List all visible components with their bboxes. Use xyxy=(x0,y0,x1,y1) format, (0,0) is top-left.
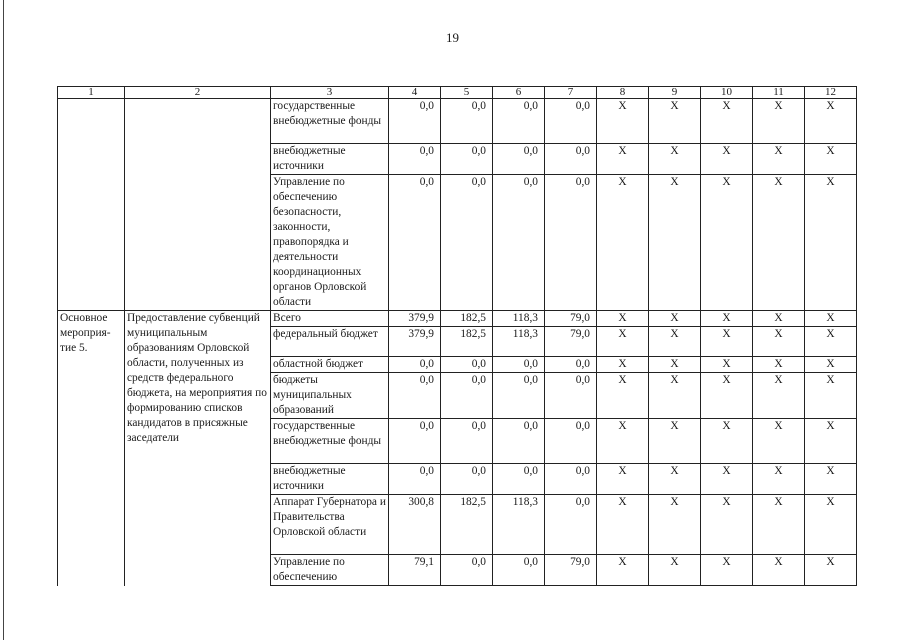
amount-cell: 0,0 xyxy=(493,464,545,495)
funding-source-cell: Всего xyxy=(271,311,389,327)
amount-cell: 379,9 xyxy=(389,327,441,357)
amount-cell: 118,3 xyxy=(493,495,545,555)
x-mark-cell: Х xyxy=(753,357,805,373)
amount-cell: 182,5 xyxy=(441,495,493,555)
x-mark-cell: Х xyxy=(597,419,649,464)
amount-cell: 79,0 xyxy=(545,327,597,357)
x-mark-cell: Х xyxy=(805,99,857,144)
continued-description-cell xyxy=(125,99,271,311)
amount-cell: 0,0 xyxy=(441,464,493,495)
x-mark-cell: Х xyxy=(753,495,805,555)
amount-cell: 0,0 xyxy=(441,144,493,175)
amount-cell: 300,8 xyxy=(389,495,441,555)
funding-source-cell: федеральный бюджет xyxy=(271,327,389,357)
x-mark-cell: Х xyxy=(753,555,805,586)
amount-cell: 79,0 xyxy=(545,555,597,586)
budget-table xyxy=(57,86,857,586)
amount-cell: 0,0 xyxy=(441,175,493,311)
x-mark-cell: Х xyxy=(649,175,701,311)
column-number-header: 3 xyxy=(271,87,389,99)
funding-source-cell: внебюджетные источники xyxy=(271,144,389,175)
column-number-header: 7 xyxy=(545,87,597,99)
amount-cell: 0,0 xyxy=(389,144,441,175)
x-mark-cell: Х xyxy=(701,144,753,175)
x-mark-cell: Х xyxy=(805,555,857,586)
funding-source-cell: государственные внебюджетные фонды xyxy=(271,99,389,144)
x-mark-cell: Х xyxy=(649,311,701,327)
funding-source-cell: внебюджетные источники xyxy=(271,464,389,495)
x-mark-cell: Х xyxy=(753,464,805,495)
x-mark-cell: Х xyxy=(805,144,857,175)
x-mark-cell: Х xyxy=(701,357,753,373)
measure-description-cell: Предоставление субвенций муниципальным образованиям Орловской области, полученных из средств федерального бюджета, на мероприятия по формированию списков кандидатов в присяжные заседатели xyxy=(125,311,271,586)
table-row xyxy=(58,99,857,144)
amount-cell: 0,0 xyxy=(493,357,545,373)
funding-source-cell: областной бюджет xyxy=(271,357,389,373)
measure-label-cell: Основное мероприя-тие 5. xyxy=(58,311,125,586)
x-mark-cell: Х xyxy=(649,357,701,373)
amount-cell: 0,0 xyxy=(493,419,545,464)
amount-cell: 182,5 xyxy=(441,311,493,327)
column-number-header: 6 xyxy=(493,87,545,99)
x-mark-cell: Х xyxy=(701,464,753,495)
x-mark-cell: Х xyxy=(753,175,805,311)
amount-cell: 0,0 xyxy=(545,144,597,175)
column-number-header: 9 xyxy=(649,87,701,99)
table-body xyxy=(58,87,857,586)
amount-cell: 118,3 xyxy=(493,327,545,357)
column-number-header: 11 xyxy=(753,87,805,99)
amount-cell: 0,0 xyxy=(441,555,493,586)
x-mark-cell: Х xyxy=(753,327,805,357)
page-left-border xyxy=(3,0,4,640)
x-mark-cell: Х xyxy=(649,373,701,419)
amount-cell: 0,0 xyxy=(545,357,597,373)
x-mark-cell: Х xyxy=(805,311,857,327)
amount-cell: 0,0 xyxy=(493,373,545,419)
column-number-header: 2 xyxy=(125,87,271,99)
continued-measure-cell xyxy=(58,99,125,311)
table-header-row xyxy=(58,87,857,99)
amount-cell: 379,9 xyxy=(389,311,441,327)
funding-source-cell: Управление по обеспечению безопасности, законности, правопорядка и деятельности координационных органов Орловской области xyxy=(271,175,389,311)
x-mark-cell: Х xyxy=(753,311,805,327)
x-mark-cell: Х xyxy=(649,464,701,495)
x-mark-cell: Х xyxy=(597,373,649,419)
x-mark-cell: Х xyxy=(805,357,857,373)
x-mark-cell: Х xyxy=(701,495,753,555)
x-mark-cell: Х xyxy=(701,99,753,144)
x-mark-cell: Х xyxy=(649,99,701,144)
x-mark-cell: Х xyxy=(597,555,649,586)
amount-cell: 79,1 xyxy=(389,555,441,586)
x-mark-cell: Х xyxy=(649,419,701,464)
x-mark-cell: Х xyxy=(701,373,753,419)
amount-cell: 118,3 xyxy=(493,311,545,327)
x-mark-cell: Х xyxy=(597,175,649,311)
x-mark-cell: Х xyxy=(753,99,805,144)
amount-cell: 0,0 xyxy=(493,99,545,144)
amount-cell: 0,0 xyxy=(545,495,597,555)
column-number-header: 1 xyxy=(58,87,125,99)
funding-source-cell: Управление по обеспечению xyxy=(271,555,389,586)
x-mark-cell: Х xyxy=(753,144,805,175)
x-mark-cell: Х xyxy=(597,495,649,555)
x-mark-cell: Х xyxy=(805,419,857,464)
amount-cell: 0,0 xyxy=(441,419,493,464)
amount-cell: 0,0 xyxy=(545,99,597,144)
x-mark-cell: Х xyxy=(597,144,649,175)
page-number: 19 xyxy=(446,30,459,45)
amount-cell: 0,0 xyxy=(441,357,493,373)
amount-cell: 0,0 xyxy=(389,373,441,419)
amount-cell: 0,0 xyxy=(493,555,545,586)
x-mark-cell: Х xyxy=(597,464,649,495)
x-mark-cell: Х xyxy=(649,555,701,586)
x-mark-cell: Х xyxy=(597,99,649,144)
amount-cell: 0,0 xyxy=(441,99,493,144)
amount-cell: 0,0 xyxy=(545,419,597,464)
amount-cell: 0,0 xyxy=(545,373,597,419)
column-number-header: 10 xyxy=(701,87,753,99)
column-number-header: 8 xyxy=(597,87,649,99)
x-mark-cell: Х xyxy=(753,419,805,464)
funding-source-cell: Аппарат Губернатора и Правительства Орловской области xyxy=(271,495,389,555)
column-number-header: 12 xyxy=(805,87,857,99)
amount-cell: 0,0 xyxy=(389,419,441,464)
x-mark-cell: Х xyxy=(753,373,805,419)
amount-cell: 0,0 xyxy=(493,144,545,175)
amount-cell: 0,0 xyxy=(389,357,441,373)
amount-cell: 0,0 xyxy=(545,464,597,495)
x-mark-cell: Х xyxy=(701,327,753,357)
funding-source-cell: бюджеты муниципальных образований xyxy=(271,373,389,419)
x-mark-cell: Х xyxy=(649,495,701,555)
table-row xyxy=(58,311,857,327)
amount-cell: 0,0 xyxy=(493,175,545,311)
amount-cell: 79,0 xyxy=(545,311,597,327)
x-mark-cell: Х xyxy=(701,311,753,327)
x-mark-cell: Х xyxy=(805,175,857,311)
column-number-header: 5 xyxy=(441,87,493,99)
x-mark-cell: Х xyxy=(805,464,857,495)
column-number-header: 4 xyxy=(389,87,441,99)
amount-cell: 182,5 xyxy=(441,327,493,357)
amount-cell: 0,0 xyxy=(389,464,441,495)
amount-cell: 0,0 xyxy=(545,175,597,311)
x-mark-cell: Х xyxy=(701,419,753,464)
x-mark-cell: Х xyxy=(649,144,701,175)
x-mark-cell: Х xyxy=(649,327,701,357)
x-mark-cell: Х xyxy=(701,555,753,586)
amount-cell: 0,0 xyxy=(389,175,441,311)
x-mark-cell: Х xyxy=(701,175,753,311)
x-mark-cell: Х xyxy=(805,373,857,419)
x-mark-cell: Х xyxy=(597,357,649,373)
x-mark-cell: Х xyxy=(597,327,649,357)
amount-cell: 0,0 xyxy=(441,373,493,419)
x-mark-cell: Х xyxy=(805,327,857,357)
x-mark-cell: Х xyxy=(597,311,649,327)
x-mark-cell: Х xyxy=(805,495,857,555)
funding-source-cell: государственные внебюджетные фонды xyxy=(271,419,389,464)
amount-cell: 0,0 xyxy=(389,99,441,144)
